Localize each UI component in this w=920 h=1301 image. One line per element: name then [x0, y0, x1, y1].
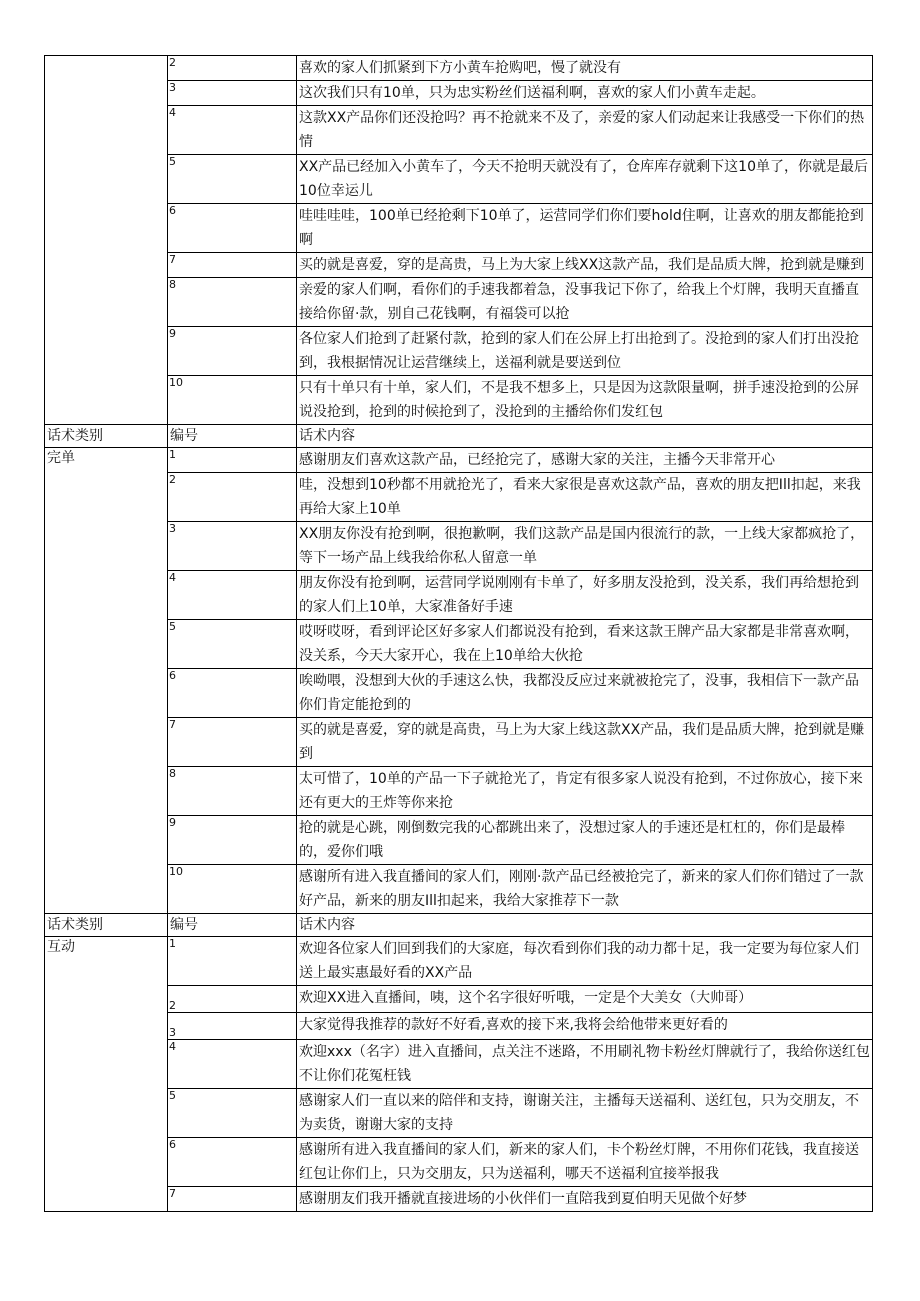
content-cell: 哎呀哎呀，看到评论区好多家人们都说没有抢到，看来这款王牌产品大家都是非常喜欢啊，没关系，今天大家开心，我在上10单给大伙抢: [297, 620, 873, 669]
number-cell: 2: [168, 56, 297, 81]
content-cell: 感谢所有进入我直播间的家人们，新来的家人们，卡个粉丝灯牌，不用你们花钱，我直接送红包让你们上，只为交朋友，只为送福利，哪天不送福利宜接举报我: [297, 1138, 873, 1187]
table-row: [45, 571, 873, 620]
number-cell: 7: [168, 1187, 297, 1212]
content-cell: 欢迎XX进入直播间，咦，这个名字很好听哦，一定是个大美女（大帅哥）: [297, 986, 873, 1013]
table-row: [45, 448, 873, 473]
content-cell: 欢迎xxx（名字）进入直播间，点关注不迷路，不用刷礼物卡粉丝灯牌就行了，我给你送红包不让你们花冤枉钱: [297, 1040, 873, 1089]
content-cell: 亲爱的家人们啊，看你们的手速我都着急，没事我记下你了，给我上个灯牌，我明天直播直接给你留·款，别自己花钱啊，有福袋可以抢: [297, 278, 873, 327]
table-row: [45, 204, 873, 253]
table-row: [45, 1089, 873, 1138]
content-cell: 哇哇哇哇，100单已经抢剩下10单了，运营同学们你们要hold住啊，让喜欢的朋友都能抢到啊: [297, 204, 873, 253]
number-cell: 8: [168, 767, 297, 816]
content-cell: 大家觉得我推荐的款好不好看,喜欢的接下来,我将会给他带来更好看的: [297, 1013, 873, 1040]
number-cell: 7: [168, 253, 297, 278]
table-row: [45, 81, 873, 106]
number-cell: 3: [168, 81, 297, 106]
number-cell: 4: [168, 1040, 297, 1089]
number-cell: 5: [168, 620, 297, 669]
table-row: [45, 986, 873, 1013]
table-row: [45, 253, 873, 278]
content-cell: 感谢朋友们喜欢这款产品，已经抢完了，感谢大家的关注，主播今天非常开心: [297, 448, 873, 473]
table-row: [45, 522, 873, 571]
number-cell: 3: [168, 522, 297, 571]
table-row: [45, 718, 873, 767]
content-cell: 感谢所有进入我直播间的家人们，刚刚·款产品已经被抢完了，新来的家人们你们错过了一款好产品，新来的朋友Ill扣起来，我给大家推荐下一款: [297, 865, 873, 914]
header-number: 编号: [168, 914, 297, 937]
content-cell: 太可惜了，10单的产品一下子就抢光了，肯定有很多家人说没有抢到，不过你放心，接下来还有更大的王炸等你来抢: [297, 767, 873, 816]
header-row: [45, 914, 873, 937]
table-row: [45, 1040, 873, 1089]
table-row: [45, 669, 873, 718]
header-number: 编号: [168, 425, 297, 448]
number-cell: 5: [168, 155, 297, 204]
header-row: [45, 425, 873, 448]
content-cell: 喜欢的家人们抓紧到下方小黄车抢购吧，慢了就没有: [297, 56, 873, 81]
content-cell: 各位家人们抢到了赶紧付款，抢到的家人们在公屏上打出抢到了。没抢到的家人们打出没抢到，我根据情况让运营继续上，送福利就是要送到位: [297, 327, 873, 376]
number-cell: 10: [168, 376, 297, 425]
table-row: [45, 767, 873, 816]
category-cell: 互动: [45, 937, 168, 1212]
content-cell: 抢的就是心跳，刚倒数完我的心都跳出来了，没想过家人的手速还是杠杠的，你们是最棒的，爱你们哦: [297, 816, 873, 865]
table-row: [45, 473, 873, 522]
header-category: 话术类别: [45, 425, 168, 448]
table-row: [45, 155, 873, 204]
table-row: [45, 1187, 873, 1212]
content-cell: 感谢家人们一直以来的陪伴和支持，谢谢关注，主播每天送福利、送红包，只为交朋友，不为卖货，谢谢大家的支持: [297, 1089, 873, 1138]
script-table: [44, 55, 873, 1212]
number-cell: 1: [168, 937, 297, 986]
table-row: [45, 937, 873, 986]
number-cell: 8: [168, 278, 297, 327]
table-row: [45, 1013, 873, 1040]
table-row: [45, 56, 873, 81]
number-cell: 6: [168, 1138, 297, 1187]
content-cell: XX朋友你没有抢到啊，很抱歉啊，我们这款产品是国内很流行的款，一上线大家都疯抢了，等下一场产品上线我给你私人留意一单: [297, 522, 873, 571]
number-cell: 1: [168, 448, 297, 473]
header-category: 话术类别: [45, 914, 168, 937]
number-cell: 2: [168, 473, 297, 522]
content-cell: 买的就是喜爱，穿的就是高贵，马上为大家上线这款XX产品，我们是品质大牌，抢到就是赚到: [297, 718, 873, 767]
number-cell: 2: [168, 986, 297, 1013]
number-cell: 3: [168, 1013, 297, 1040]
content-cell: 只有十单只有十单，家人们，不是我不想多上，只是因为这款限量啊，拼手速没抢到的公屏说没抢到，抢到的时候抢到了，没抢到的主播给你们发红包: [297, 376, 873, 425]
table-row: [45, 620, 873, 669]
number-cell: 10: [168, 865, 297, 914]
table-row: [45, 1138, 873, 1187]
number-cell: 4: [168, 571, 297, 620]
content-cell: 买的就是喜爱，穿的是高贵，马上为大家上线XX这款产品，我们是品质大牌，抢到就是赚到: [297, 253, 873, 278]
content-cell: 哇，没想到10秒都不用就抢光了，看来大家很是喜欢这款产品，喜欢的朋友把Ill扣起，来我再给大家上10单: [297, 473, 873, 522]
table-row: [45, 376, 873, 425]
number-cell: 6: [168, 204, 297, 253]
category-cell: [45, 56, 168, 425]
number-cell: 6: [168, 669, 297, 718]
number-cell: 4: [168, 106, 297, 155]
number-cell: 7: [168, 718, 297, 767]
category-cell: 完单: [45, 448, 168, 914]
script-table-body: [45, 56, 873, 1212]
content-cell: 唉呦喂，没想到大伙的手速这么快，我都没反应过来就被抢完了，没事，我相信下一款产品你们肯定能抢到的: [297, 669, 873, 718]
number-cell: 9: [168, 816, 297, 865]
content-cell: 朋友你没有抢到啊，运营同学说刚刚有卡单了，好多朋友没抢到，没关系，我们再给想抢到的家人们上10单，大家准备好手速: [297, 571, 873, 620]
content-cell: 欢迎各位家人们回到我们的大家庭，每次看到你们我的动力都十足，我一定要为每位家人们送上最实惠最好看的XX产品: [297, 937, 873, 986]
table-row: [45, 278, 873, 327]
content-cell: XX产品已经加入小黄车了，今天不抢明天就没有了，仓库库存就剩下这10单了，你就是最后10位幸运儿: [297, 155, 873, 204]
content-cell: 感谢朋友们我开播就直接进场的小伙伴们一直陪我到夏伯明天见做个好梦: [297, 1187, 873, 1212]
header-content: 话术内容: [297, 425, 873, 448]
number-cell: 9: [168, 327, 297, 376]
table-row: [45, 865, 873, 914]
number-cell: 5: [168, 1089, 297, 1138]
content-cell: 这款XX产品你们还没抢吗？再不抢就来不及了，亲爱的家人们动起来让我感受一下你们的热情: [297, 106, 873, 155]
header-content: 话术内容: [297, 914, 873, 937]
table-row: [45, 816, 873, 865]
table-row: [45, 327, 873, 376]
content-cell: 这次我们只有10单，只为忠实粉丝们送福利啊，喜欢的家人们小黄车走起。: [297, 81, 873, 106]
table-row: [45, 106, 873, 155]
